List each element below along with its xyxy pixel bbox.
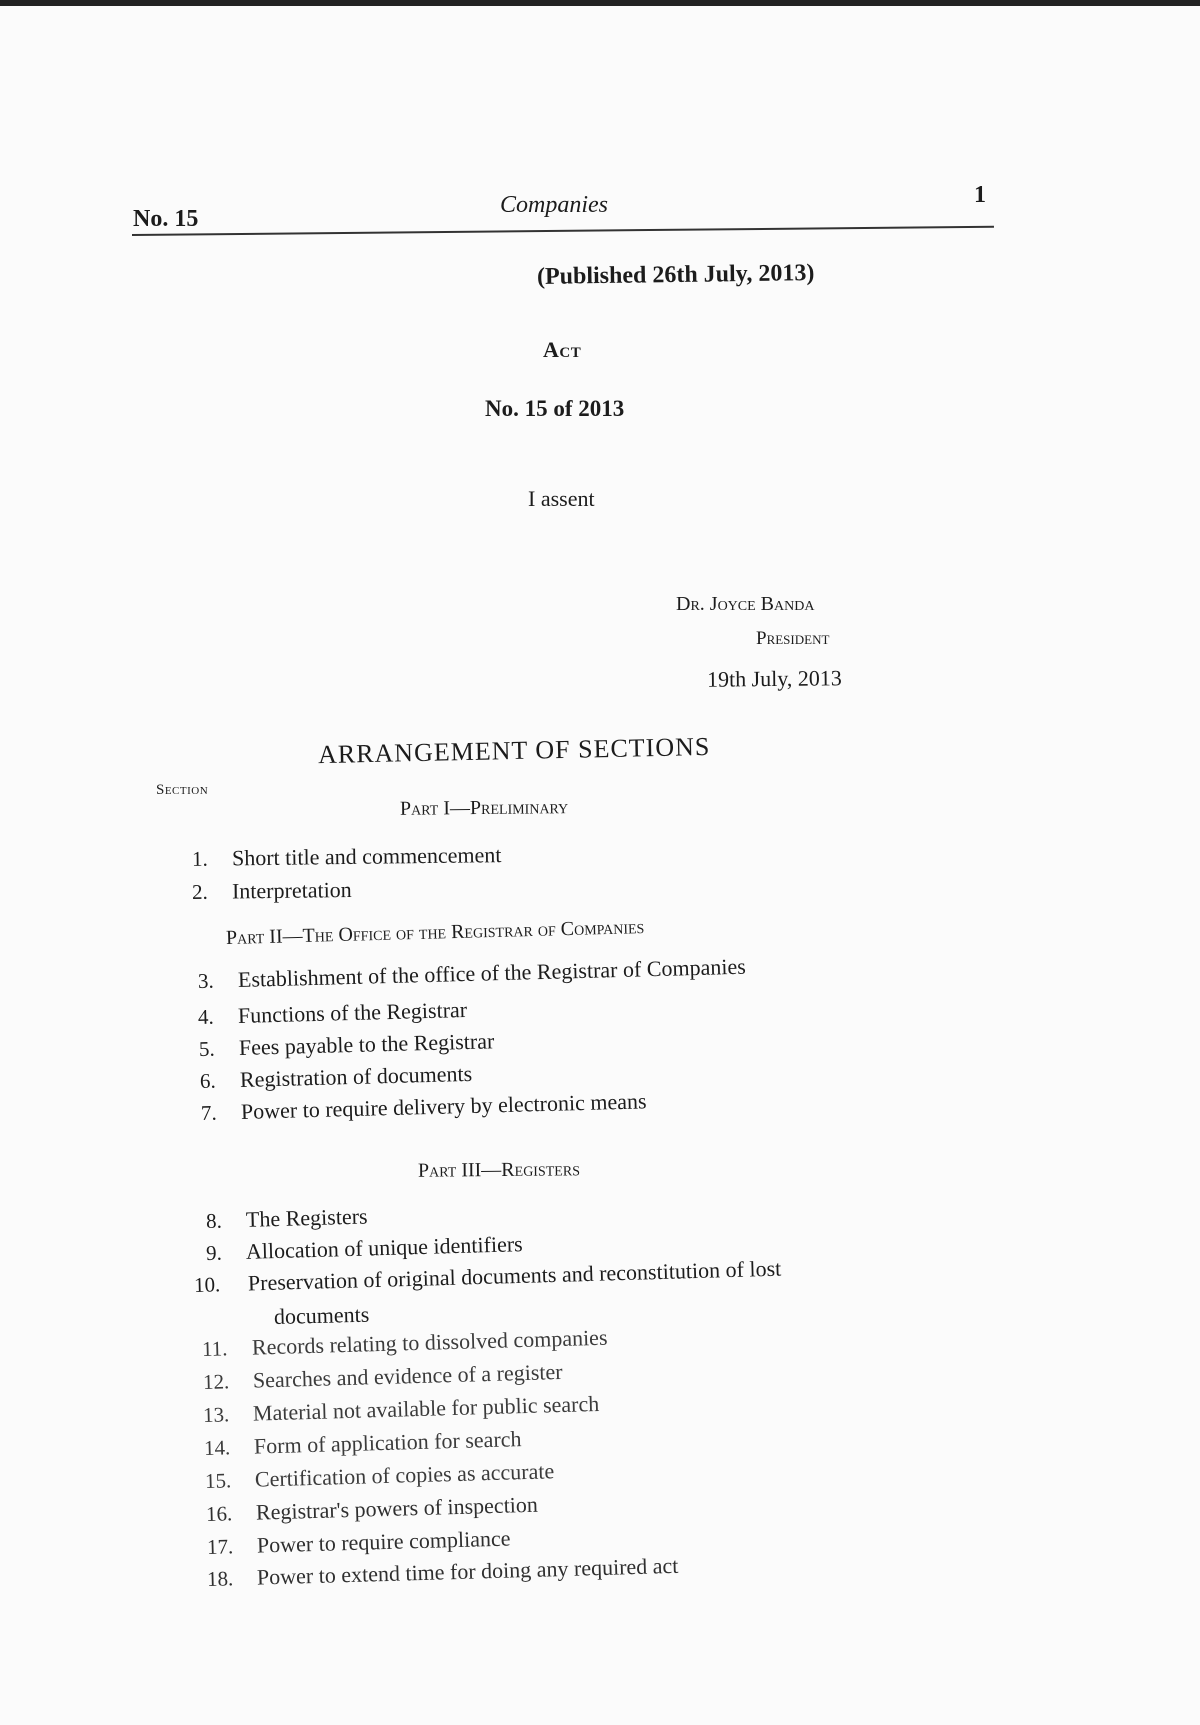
toc-entry-title: Interpretation [231,877,352,904]
toc-entry-title: Preservation of original documents and reconstitution of lost [247,1255,782,1296]
toc-entry [206,1231,523,1266]
signatory-name: Dr. Joyce Banda [676,593,815,615]
toc-entry-number: 16. [205,1501,233,1526]
toc-entry-title: Registrar's powers of inspection [255,1491,539,1525]
header-page-number: 1 [974,182,986,208]
toc-entry-title: Searches and evidence of a register [252,1358,563,1393]
toc-entry-number: 2. [191,879,208,904]
toc-entry-title: Establishment of the office of the Registrar of Companies [237,953,747,992]
header-running-title: Companies [500,192,608,218]
toc-entry [206,1203,368,1234]
toc-entry-number: 15. [204,1468,232,1493]
toc-entry-number: 13. [202,1402,230,1427]
assent-text: I assent [528,486,595,511]
toc-entry [198,954,746,994]
toc-entry-title: The Registers [245,1203,368,1232]
toc-entry [202,1325,608,1362]
toc-entry-title: Power to require compliance [256,1525,511,1558]
toc-entry-title: Short title and commencement [231,842,502,871]
toc-entry [204,1426,522,1461]
signatory-title: President [756,628,830,649]
toc-entry-number: 14. [203,1435,231,1460]
part-heading: Part I—Preliminary [399,796,569,820]
toc-entry [203,1359,563,1395]
toc-entry-number: 11. [201,1336,228,1361]
toc-entry [199,1028,495,1062]
toc-entry [205,1458,555,1494]
toc-entry [201,1088,647,1126]
toc-entry-title: Form of application for search [253,1426,522,1459]
toc-entry-title: Certification of copies as accurate [254,1458,555,1492]
toc-entry-number: 6. [199,1068,217,1093]
toc-entry [192,877,352,905]
toc-entry-number: 10. [193,1272,221,1297]
toc-entry-number: 1. [191,846,208,871]
toc-entry-title: Functions of the Registrar [237,996,468,1028]
toc-entry-title: Power to extend time for doing any required act [256,1552,679,1590]
toc-entry-number: 9. [205,1240,223,1265]
assent-date: 19th July, 2013 [706,665,842,692]
toc-entry-title: Power to require delivery by electronic means [240,1088,647,1124]
part-heading: Part III—Registers [417,1158,581,1182]
toc-entry-title: Records relating to dissolved companies [251,1324,608,1360]
toc-entry [207,1526,511,1560]
toc-entry-title: Material not available for public search [252,1390,600,1426]
toc-entry [206,1492,539,1527]
toc-entry-title: Fees payable to the Registrar [238,1028,495,1060]
part-heading: Part II—The Office of the Registrar of Companies [225,916,645,949]
act-number: No. 15 of 2013 [485,396,625,421]
toc-entry-number: 5. [198,1036,216,1061]
toc-entry-title: Allocation of unique identifiers [245,1231,523,1264]
toc-entry [200,1061,473,1094]
act-heading: Act [543,337,582,362]
toc-entry [192,842,502,872]
toc-entry-title-continued: documents [273,1301,370,1329]
section-column-label: Section [156,782,209,798]
toc-entry-number: 3. [197,968,215,993]
toc-entry-number: 18. [206,1566,234,1591]
toc-entry-number: 7. [200,1100,218,1125]
toc-entry-continuation [274,1302,370,1330]
toc-entry-number: 4. [197,1004,215,1029]
toc-entry-number: 17. [206,1534,234,1559]
arrangement-title: ARRANGEMENT OF SECTIONS [317,731,711,770]
toc-entry-number: 8. [205,1208,223,1233]
publication-date: (Published 26th July, 2013) [536,260,815,290]
header-act-number: No. 15 [133,206,199,232]
toc-entry [198,997,468,1030]
header-rule [132,226,994,236]
toc-entry-number: 12. [202,1369,230,1394]
toc-entry-title: Registration of documents [239,1060,473,1092]
toc-entry [207,1553,679,1592]
toc-entry [203,1391,600,1428]
